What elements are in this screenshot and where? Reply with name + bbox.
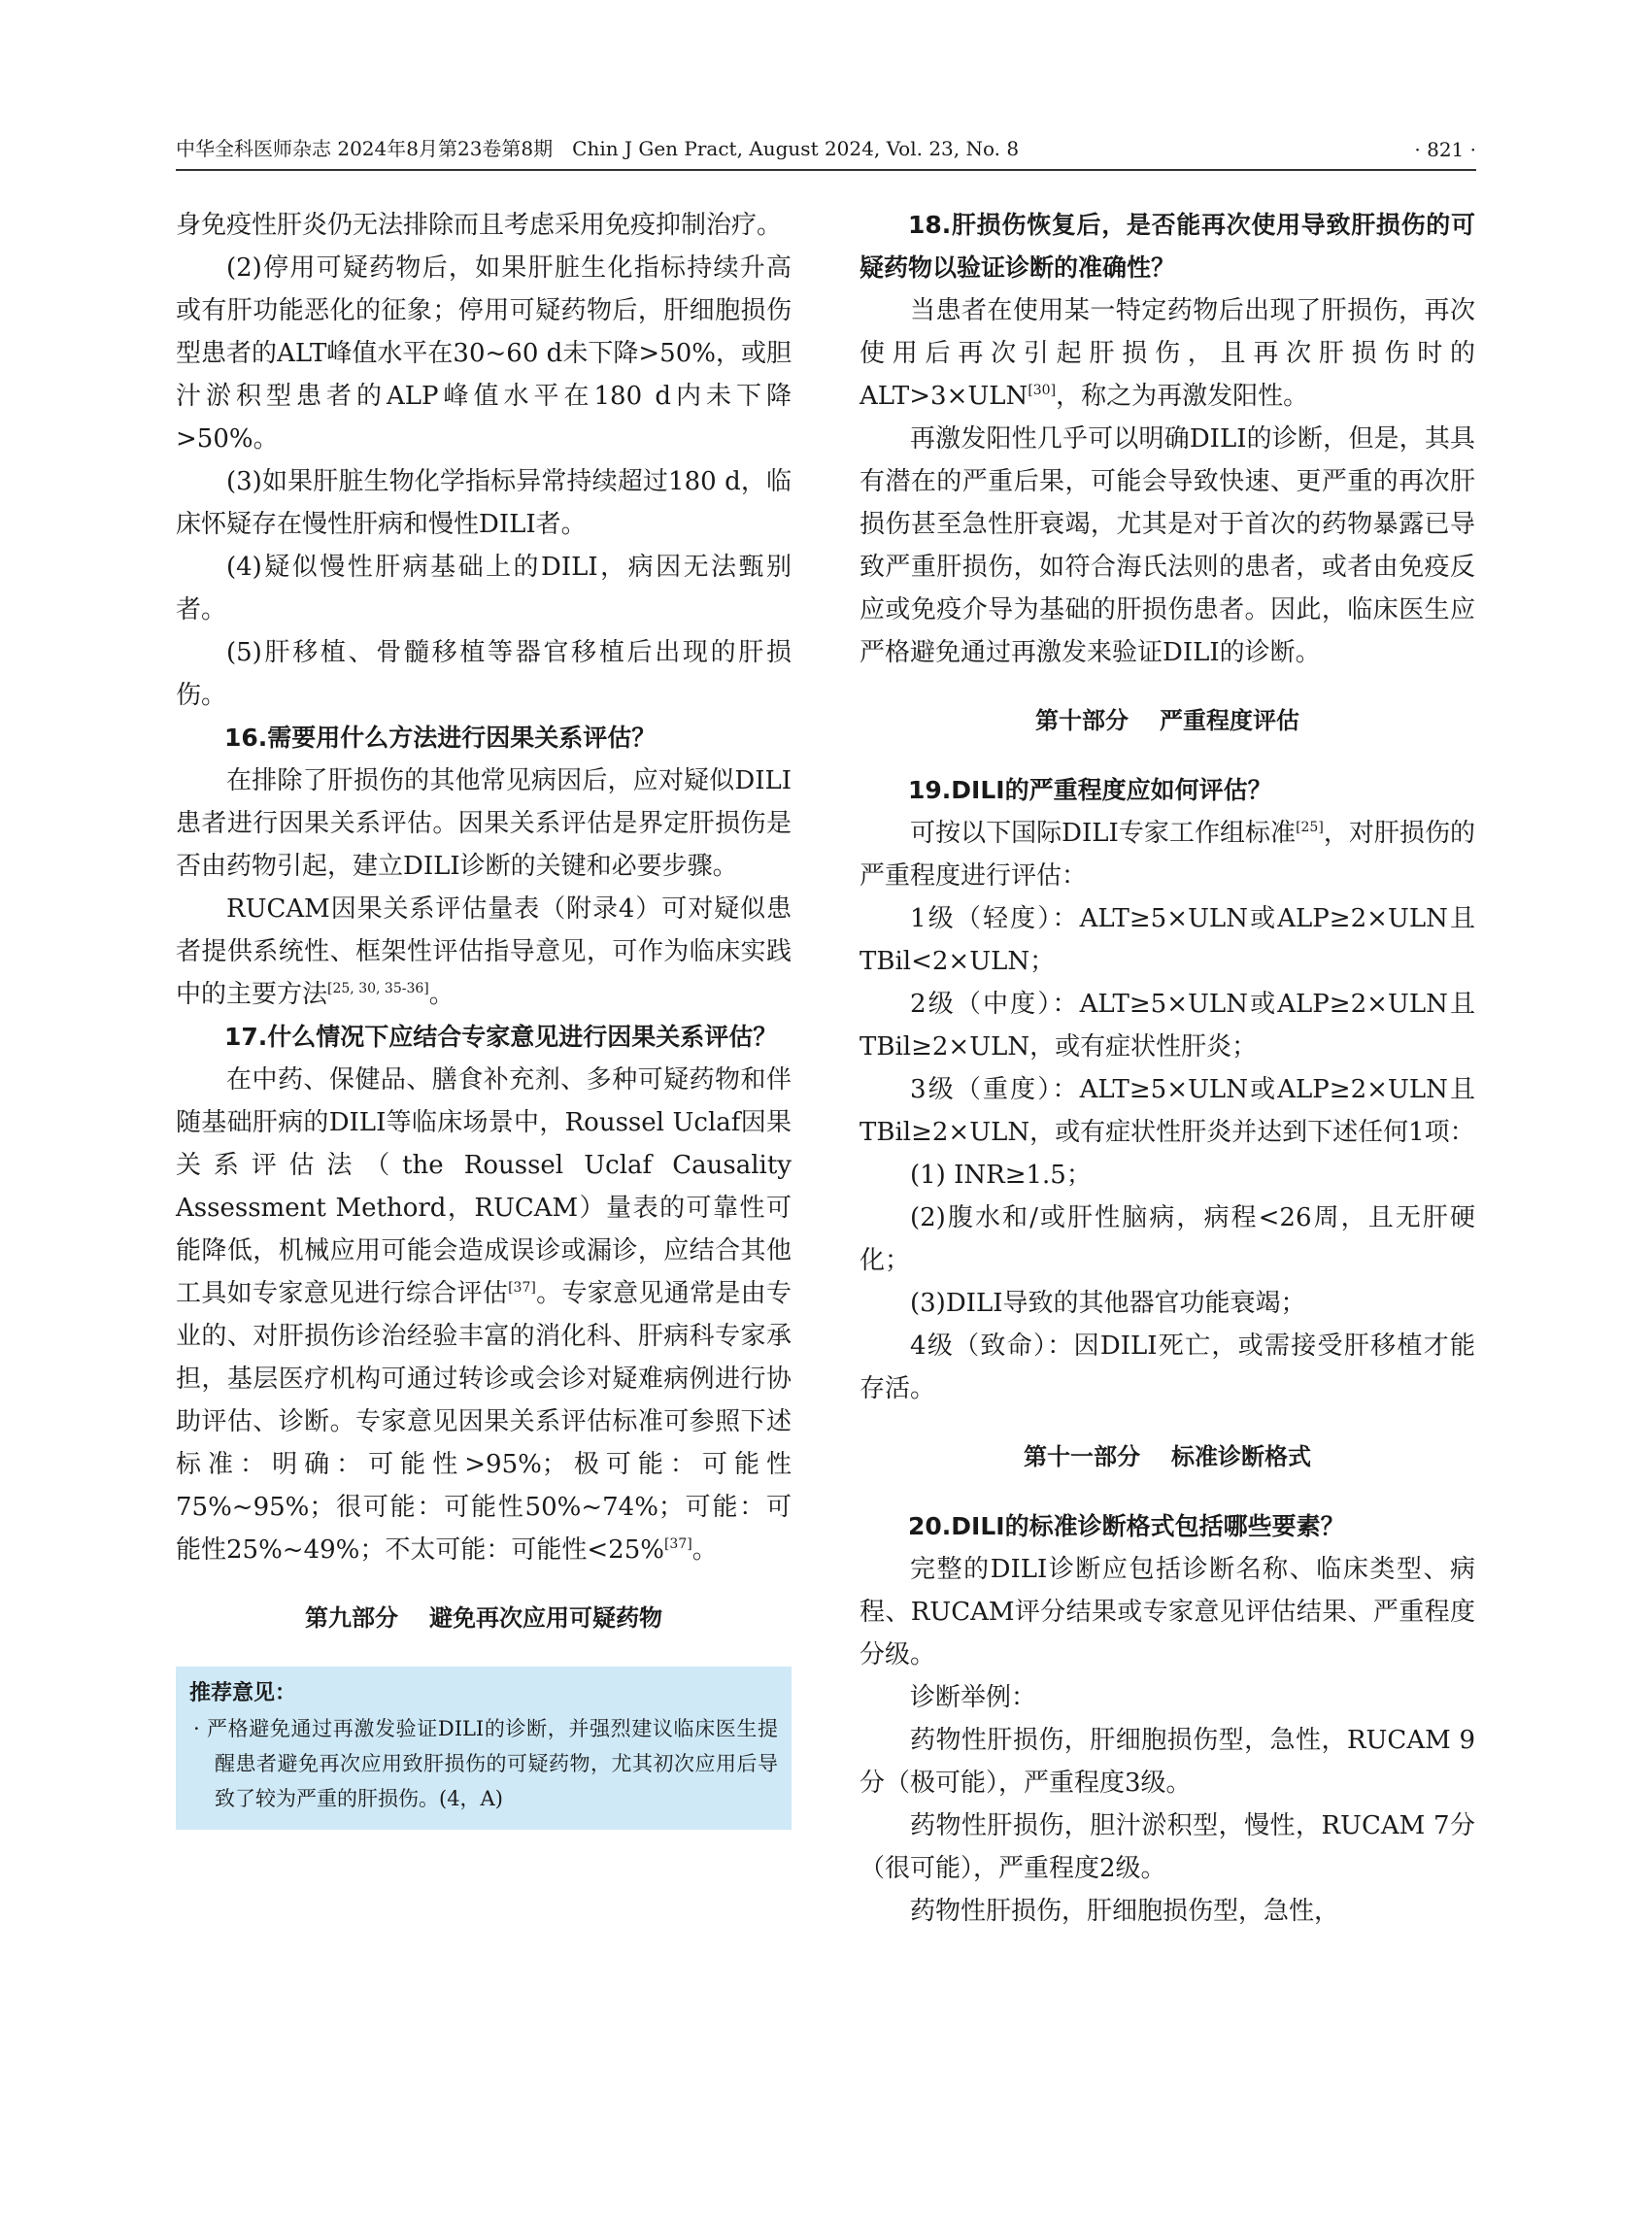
- citation-ref: [25]: [1296, 820, 1324, 835]
- page-number: · 821 ·: [1414, 138, 1476, 161]
- grade-item: 1级（轻度）：ALT≥5×ULN或ALP≥2×ULN且TBil<2×ULN；: [860, 904, 1475, 976]
- paragraph-text: 在中药、保健品、膳食补充剂、多种可疑药物和伴随基础肝病的DILI等临床场景中，Roussel Uclaf因果关系评估法（the Roussel Uclaf Causality Assessment Methord，RUCAM）量表的可靠性可能降低，机械应用可能会造成误诊或漏诊，应结合其他工具如专家意见进行综合评估: [176, 1065, 792, 1308]
- paragraph: (4)疑似慢性肝病基础上的DILI，病因无法甄别者。: [176, 553, 792, 624]
- paragraph: (5)肝移植、骨髓移植等器官移植后出现的肝损伤。: [176, 638, 792, 710]
- diagnosis-example: 药物性肝损伤，肝细胞损伤型，急性，RUCAM 9分（极可能），严重程度3级。: [860, 1726, 1475, 1798]
- paragraph-text: 。专家意见通常是由专业的、对肝损伤诊治经验丰富的消化科、肝病科专家承担，基层医疗机构可通过转诊或会诊对疑难病例进行协助评估、诊断。专家意见因果关系评估标准可参照下述标准：明确：可能性>95%；极可能：可能性75%~95%；很可能：可能性50%~74%；可能：可能性25%~49%；不太可能：可能性<25%: [176, 1279, 792, 1565]
- section-number: 第九部分: [305, 1604, 398, 1632]
- section-heading: [860, 1435, 1475, 1478]
- paragraph-text: RUCAM因果关系评估量表（附录4）可对疑似患者提供系统性、框架性评估指导意见，可作为临床实践中的主要方法: [176, 894, 792, 1009]
- paragraph-text: ，称之为再激发阳性。: [1056, 382, 1309, 411]
- paragraph: 诊断举例：: [910, 1683, 1037, 1712]
- diagnosis-example: 药物性肝损伤，肝细胞损伤型，急性，: [910, 1897, 1340, 1926]
- grade-item: 4级（致命）：因DILI死亡，或需接受肝移植才能存活。: [860, 1332, 1475, 1403]
- citation-ref: [25, 30, 35-36]: [327, 981, 429, 996]
- grade-subitem: (1) INR≥1.5；: [910, 1161, 1092, 1190]
- running-header: [176, 134, 1476, 171]
- citation-ref: [37]: [663, 1536, 692, 1552]
- paragraph-text: ，对肝损伤的严重程度进行评估：: [860, 819, 1475, 891]
- grade-subitem: (2)腹水和/或肝性脑病，病程<26周，且无肝硬化；: [860, 1203, 1475, 1275]
- question-heading: 18.肝损伤恢复后，是否能再次使用导致肝损伤的可疑药物以验证诊断的准确性？: [860, 211, 1475, 282]
- citation-ref: [30]: [1028, 383, 1057, 398]
- right-column: [860, 204, 1475, 1933]
- section-title: 标准诊断格式: [1171, 1443, 1311, 1470]
- paragraph: (3)如果肝脏生物化学指标异常持续超过180 d，临床怀疑存在慢性肝病和慢性DILI者。: [176, 467, 792, 539]
- diagnosis-example: 药物性肝损伤，胆汁淤积型，慢性，RUCAM 7分（很可能），严重程度2级。: [860, 1811, 1475, 1883]
- paragraph-text: 。: [691, 1535, 718, 1565]
- citation-ref: [37]: [508, 1280, 536, 1296]
- paragraph: 身免疫性肝炎仍无法排除而且考虑采用免疫抑制治疗。: [176, 211, 783, 240]
- recommendation-item: · 严格避免通过再激发验证DILI的诊断，并强烈建议临床医生提醒患者避免再次应用致肝损伤的可疑药物，尤其初次应用后导致了较为严重的肝损伤。(4，A): [193, 1717, 778, 1810]
- paragraph-text: 当患者在使用某一特定药物后出现了肝损伤，再次使用后再次引起肝损伤，且再次肝损伤时的ALT>3×ULN: [860, 296, 1475, 411]
- paragraph: [176, 1059, 792, 1571]
- recommendation-box: [176, 1667, 792, 1830]
- paragraph: [176, 888, 792, 1016]
- section-title: 严重程度评估: [1160, 707, 1299, 734]
- section-number: 第十一部分: [1024, 1443, 1140, 1470]
- paragraph: [860, 289, 1475, 418]
- section-heading: [176, 1597, 792, 1639]
- paragraph: (2)停用可疑药物后，如果肝脏生化指标持续升高或有肝功能恶化的征象；停用可疑药物后，肝细胞损伤型患者的ALT峰值水平在30~60 d未下降>50%，或胆汁淤积型患者的ALP峰值水平在180 d内未下降>50%。: [176, 253, 792, 454]
- grade-subitem: (3)DILI导致的其他器官功能衰竭；: [910, 1289, 1306, 1318]
- question-heading: 16.需要用什么方法进行因果关系评估？: [224, 724, 657, 752]
- question-heading: 19.DILI的严重程度应如何评估？: [908, 776, 1272, 804]
- section-number: 第十部分: [1035, 707, 1129, 734]
- paragraph: 再激发阳性几乎可以明确DILI的诊断，但是，其具有潜在的严重后果，可能会导致快速、更严重的再次肝损伤甚至急性肝衰竭，尤其是对于首次的药物暴露已导致严重肝损伤，如符合海氏法则的患者，或者由免疫反应或免疫介导为基础的肝损伤患者。因此，临床医生应严格避免通过再激发来验证DILI的诊断。: [860, 424, 1475, 667]
- left-column: [176, 204, 792, 1830]
- paragraph-text: 。: [428, 980, 455, 1009]
- section-title: 避免再次应用可疑药物: [429, 1604, 662, 1632]
- paragraph-text: 可按以下国际DILI专家工作组标准: [910, 819, 1297, 848]
- section-heading: [860, 699, 1475, 742]
- paragraph: 完整的DILI诊断应包括诊断名称、临床类型、病程、RUCAM评分结果或专家意见评估结果、严重程度分级。: [860, 1555, 1475, 1669]
- journal-citation: 中华全科医师杂志 2024年8月第23卷第8期 Chin J Gen Pract, August 2024, Vol. 23, No. 8: [176, 137, 1020, 160]
- grade-item: 2级（中度）：ALT≥5×ULN或ALP≥2×ULN且TBil≥2×ULN，或有症状性肝炎；: [860, 990, 1475, 1062]
- recommendation-title: 推荐意见：: [189, 1681, 297, 1705]
- paragraph: 在排除了肝损伤的其他常见病因后，应对疑似DILI患者进行因果关系评估。因果关系评估是界定肝损伤是否由药物引起，建立DILI诊断的关键和必要步骤。: [176, 766, 792, 881]
- question-heading: 20.DILI的标准诊断格式包括哪些要素？: [908, 1512, 1345, 1540]
- question-heading: 17.什么情况下应结合专家意见进行因果关系评估？: [224, 1023, 778, 1051]
- paragraph: [860, 812, 1475, 897]
- grade-item: 3级（重度）：ALT≥5×ULN或ALP≥2×ULN且TBil≥2×ULN，或有症状性肝炎并达到下述任何1项：: [860, 1075, 1475, 1147]
